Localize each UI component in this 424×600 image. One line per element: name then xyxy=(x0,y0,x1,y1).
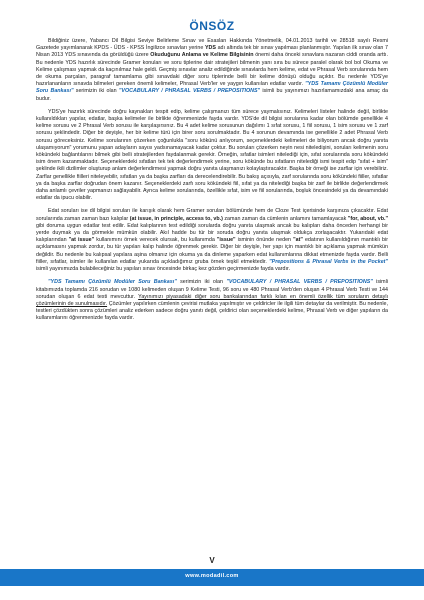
text: Edat soruları ise dil bilgisi soruları ile karışık olarak hem Gramer soruları bölümünde hem de Cloze Test içerisinde karşınıza çıkacaktır. Edat sorularında zaman zaman bazı kalıplar xyxy=(36,208,388,222)
text-bold: (at issue, in principle, access to, vb.) xyxy=(129,215,223,222)
text: serimizin iki olan xyxy=(73,88,119,95)
paragraph-4 xyxy=(36,279,388,322)
text-underlined: Yayınımızı piyasadaki diğer soru bankalarından farklı kılan en önemli özellik tüm soruların detaylı çözümlerinin de sunulmasıdır. xyxy=(36,293,388,307)
text: adı altında tek bir sınav yapılması planlanmıştır. Yapılan ilk sınav olan 7 Nisan 2013 YDS sınavında da görüldüğü üzere xyxy=(36,45,388,59)
book-series-title: "YDS Tamamı Çözümlü Modüler Soru Bankası" xyxy=(48,279,177,286)
text-bold: "at issue" xyxy=(68,237,95,244)
text: serimizin iki olan xyxy=(176,279,227,286)
body-content xyxy=(36,38,388,323)
text: zaman zaman da cümlenin anlamını tamamlayacak xyxy=(222,215,348,222)
book-series-title: "YDS Tamamı Çözümlü Modüler Soru Bankası" xyxy=(36,81,389,95)
text-bold: Okuduğunu Anlama ve Kelime Bilgisinin xyxy=(150,52,254,59)
book-title: "VOCABULARY / PHRASAL VERBS / PREPOSITIONS" xyxy=(118,88,261,95)
paragraph-2: YDS'ye hazırlık sürecinde doğru kaynakları tespit edip, kelime çalışmanızı tüm sürece yaymalısınız. Kelimeleri listeler halinde değil, birlikte kullanıldıkları yapılar, edatlar, başka kelimeler ile birlikte öğrenmenizde fayda vardır. YDS'de dil bilgisi sorularına kadar olan bölümde genellikle 4 kelime sorusu ve 2 Phrasal Verb sorusu ile karşılaşırsınız. Bu 4 adet kelime sorusunun dağılımı 1 sıfat sorusu, 1 fiil sorusu, 1 isim sorusu ve 1 zarf sorusu şeklindedir. Diğer bir deyişle, her bir kelime türü için birer soru sorulmaktadır. Bu 4 sorunun devamında ise genellikle 2 adet Phrasal Verb sorusu göreceksiniz. Kelime sorularının çözerken çoğunlukla "soru kökünü anlıyorum, seçeneklerdeki kelimeleri de biliyorum ancak doğru yanıta ulaşamıyorum" yorumunu yapan adayların sayısı yadsınamayacak kadar çoktur. Bu soruları çözerken neyin nesi niteledişini, soruları kelimenin soru kökündeki bağlantılarını bilmek gibi belli stratejilerden faydalanmak gerekir. Örneğin, sıfatlar isimleri nitelediği için, sıfat sorularında soru kökündeki isim önem kazanmaktadır. Seçeneklerdeki sıfatları tek tek değerlendirmek yerine, soru kökünde bu sıfatların nitelediği ismi tespit edip "sıfat + isim" şeklinde ikili dizilimler oluşturup anlam değerlendirmesi yapmak doğru yanıta ulaşmanızı kolaylaştıracaktır. Başka bir örneği ise zarflar için verebiliriz. Zarflar genellikle fiilleri niteleyebilir, sıfatları ya da başka zarfları da derecelendirebilir. Bu bakış açısıyla, zarf sorularında soru kökündeki fiiller, sıfatlar ya da başka zarflar doğrudan önem kazanır. Seçeneklerdeki zarfı soru kökündeki fiil, sıfat ya da nitelediği başka bir zarf ile birlikte değerlendirmek daha anlamlı çevriler yapmanızı sağlayabilir. Ayrıca kelime sorularında, özellikle sıfat, isim ve fiil sorularında, boşluk öncesindeki ya da devamındaki edatlar da ipucu olabilir. xyxy=(36,108,388,202)
footer-website-link[interactable]: www.modadil.com xyxy=(185,573,239,579)
pocket-book-title: "Prepositions & Phrasal Verbs in the Pocket" xyxy=(269,258,388,265)
text: isimli kitabımızda toplamda 216 sorudan ve 1080 kelimeden oluşan 9 Kelime Testi, 96 soru ve 480 Phrasal Verb'den oluşan 4 Phrasal Verb Testi ve 144 sorudan oluşan 6 edat testi mevcuttur. xyxy=(36,279,389,300)
book-title: "VOCABULARY / PHRASAL VERBS / PREPOSITIONS" xyxy=(226,279,373,286)
paragraph-3 xyxy=(36,208,388,273)
text: önemi daha önceki sınavlara nazaran ciddi oranda arttı. Bu nedenle YDS hazırlık sürecinde Gramer konuları ve soru tiplerine dair stratejileri bilmenin yanı sıra bu sürece paralel olarak bol bol Okuma ve Kelime çalışması yapmak da kaçınılmaz hale geldi. Geçmiş sınavlar analiz edildiğinde sınavlarda hem kelime, edat ve Phrasal Verb sorularında hem de okuma parçaları, paragraf tamamlama gibi sınavdaki diğer soru tiplerinde belli bir kelime dönüşü olduğu açıktır. Bu nedenle YDS'ye hazırlananların sınavda bilmeleri gereken önemli kelimeler, Phrasal Verb'ler ve yaygın kullanılan edatlar vardır. xyxy=(36,52,388,88)
text: edatının kullanıldığının mantıklı bir açıklamasını yapmak zordur, bu tür yapıları kalıp halinde öğrenmek gerekir. Diğer bir deyişle, her yapı için mantıklı bir açıklama yapmak mümkün değildir. Bu nedenle bu kalıpsal yapılara aşina olmanız için okuma ya da dinleme yaparken edat kullanımlarına dikkat etmenizde fayda vardır. Belli fiiller, sıfatlar, isimler ile kullanılan edatlar yukarıda açıkladığımız gruba örnek teşkil etmektedir. xyxy=(36,237,388,265)
text: isimli bu yayınımızı hazırlamamızdaki ana amaç da budur. xyxy=(36,88,389,102)
text-bold: YDS xyxy=(204,45,216,52)
text: Çözümler yapılırken cümlenin çevirisi mutlaka yapılmıştır ve çeldiricler ile ilgili tüm detaylar da verilmiştir. Bu nedenle, testleri çözdükten sonra çözümleri analiz ederken sadece doğru yanıtı değil, çeldirici olan seçeneklerdeki kelime, Phrasal Verb ve diğer yapıların da kullanımlarını öğrenmenizde fayda vardır. xyxy=(36,300,388,322)
text: isimli yayınımızda bulabileceğiniz bu yapıları sınav öncesinde birkaç kez gözden geçirmenizde fayda vardır. xyxy=(36,266,290,273)
text: kullanımını örnek verecek olursak, bu kullanımda xyxy=(94,237,217,244)
text: Bildiğiniz üzere, Yabancı Dil Bilgisi Seviye Belirleme Sınav ve Esasları Hakkında Yönetmelik, 04.01.2013 tarihli ve 28518 sayılı Resmi Gazetede yayımlanarak KPDS - ÜDS - KPSS İngilizce sınavları yerine xyxy=(36,38,388,52)
paragraph-1 xyxy=(36,38,388,103)
text-bold: "at" xyxy=(293,237,303,244)
page-title: ÖNSÖZ xyxy=(189,19,235,33)
page-number: V xyxy=(209,556,215,565)
text: gibi doruma uygun edatlar test edilir. Edat kalıplarının test edildiği sorularda doğru yanıta ulaşmak ancak bu kalıpları daha önceden herhangi bir yerde duymak ya da görmekle mümkün olabilir. Akıl hadde bu tür bir soruda doğru yanıta ulaşmak oldukça zorlaşacaktır. Yukarıdaki edat kalıplarından xyxy=(36,222,388,244)
text: isminin önünde neden xyxy=(235,237,294,244)
footer-bar xyxy=(0,569,424,586)
text-bold: "issue" xyxy=(216,237,236,244)
text-bold: "for, about, vb." xyxy=(347,215,388,222)
